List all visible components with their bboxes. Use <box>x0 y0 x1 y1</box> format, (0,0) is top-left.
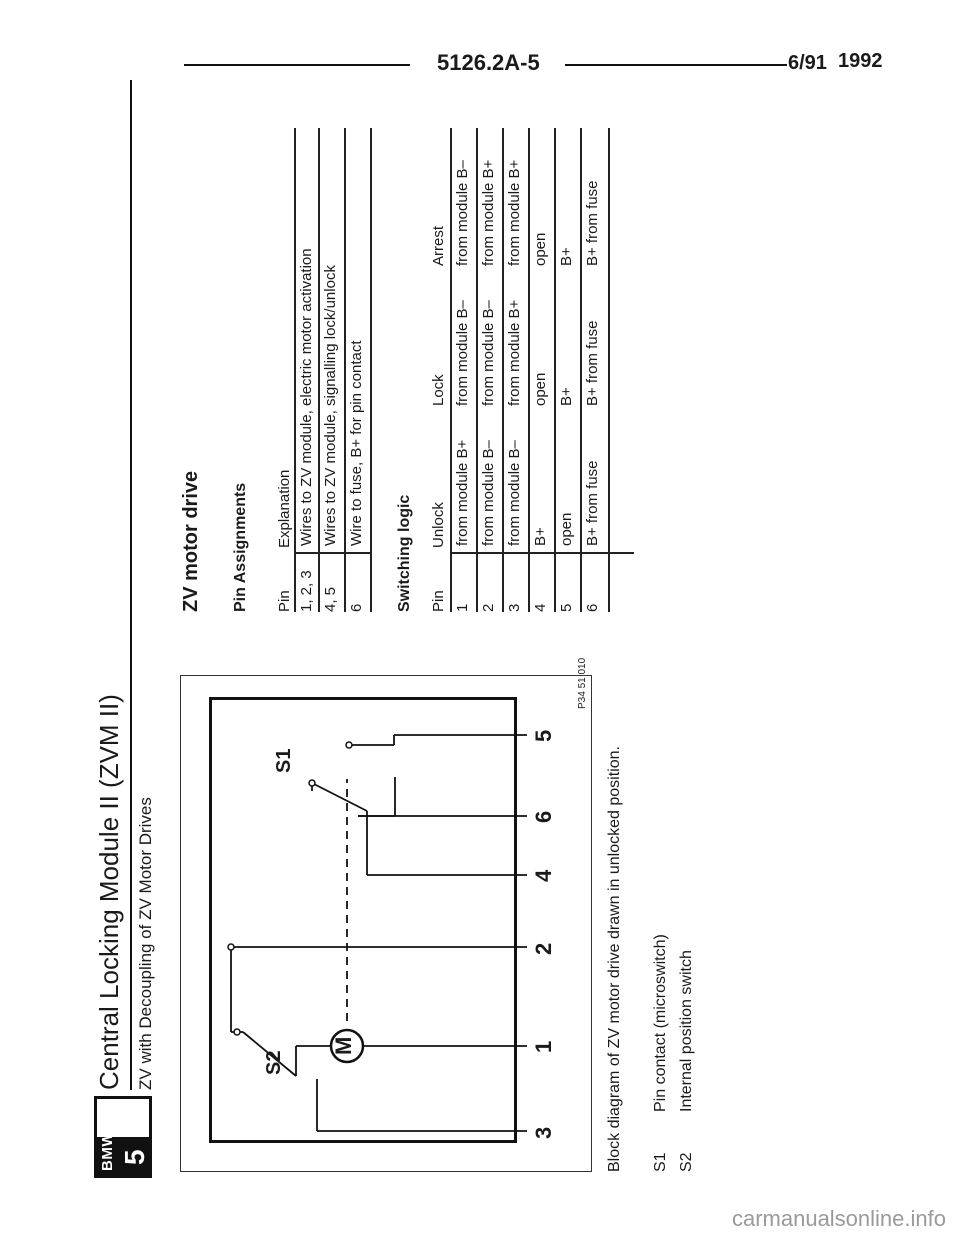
sl-row-3-unlock: from module B– <box>506 440 523 546</box>
pin-label-6: 6 <box>531 810 556 823</box>
section-title: ZV motor drive <box>180 470 202 612</box>
sl-header-arrest: Arrest <box>430 225 447 266</box>
pin-label-1: 1 <box>531 1040 556 1053</box>
sl-row-4-pin: 4 <box>532 603 549 612</box>
block-diagram <box>180 657 592 1172</box>
title-rule <box>130 80 132 1090</box>
pa-row-3-pin: 6 <box>348 603 365 612</box>
motor-label: M <box>331 1036 356 1055</box>
sl-row-3-lock: from module B+ <box>506 299 523 406</box>
sl-row-1-pin: 1 <box>454 603 471 612</box>
sl-row-1-arrest: from module B– <box>454 160 471 266</box>
sl-row-5-pin: 5 <box>558 603 575 612</box>
sl-row-2-arrest: from module B+ <box>480 159 497 266</box>
sl-row-2-unlock: from module B– <box>480 440 497 546</box>
figure-caption: Block diagram of ZV motor drive drawn in unlocked position. <box>606 746 623 1172</box>
switch-s1-label: S1 <box>273 748 295 773</box>
diagram-wiring <box>181 676 591 1171</box>
sl-row-6-lock: B+ from fuse <box>584 320 601 406</box>
sl-header-unlock: Unlock <box>430 502 447 548</box>
sl-row-4-arrest: open <box>532 232 549 266</box>
switching-logic-title: Switching logic <box>396 494 413 612</box>
sl-row-2-lock: from module B– <box>480 300 497 406</box>
sl-header-pin: Pin <box>430 590 447 612</box>
page-title: Central Locking Module II (ZVM II) <box>94 694 124 1090</box>
pa-row-3-text: Wire to fuse, B+ for pin contact <box>348 340 365 546</box>
legend-s1-code: S1 <box>652 1152 669 1172</box>
sl-row-4-unlock: B+ <box>532 527 549 546</box>
switch-s2-label: S2 <box>263 1050 285 1075</box>
sl-row-6-pin: 6 <box>584 603 601 612</box>
sl-row-2-pin: 2 <box>480 603 497 612</box>
sl-row-5-arrest: B+ <box>558 247 575 266</box>
header-doc-number: 5126.2A-5 <box>437 50 540 75</box>
pa-row-2-pin: 4, 5 <box>322 586 339 612</box>
pin-label-4: 4 <box>531 869 556 882</box>
sl-row-5-lock: B+ <box>558 387 575 406</box>
pa-header-pin: Pin <box>276 590 293 612</box>
pin-label-3: 3 <box>531 1126 556 1139</box>
sl-row-3-pin: 3 <box>506 603 523 612</box>
figure-code: P34 51 010 <box>577 657 588 709</box>
legend-s2-code: S2 <box>678 1152 695 1172</box>
sl-row-5-unlock: open <box>558 512 575 546</box>
pa-header-explanation: Explanation <box>276 469 293 548</box>
legend-s2-text: Internal position switch <box>678 950 695 1112</box>
pa-row-1-pin: 1, 2, 3 <box>298 570 315 612</box>
pin-assignments-title: Pin Assignments <box>232 482 249 612</box>
sl-row-4-lock: open <box>532 372 549 406</box>
sl-row-6-unlock: B+ from fuse <box>584 460 601 546</box>
sl-header-lock: Lock <box>430 374 447 406</box>
pa-row-2-text: Wires to ZV module, signalling lock/unlock <box>322 265 339 546</box>
sl-row-1-lock: from module B– <box>454 300 471 406</box>
pin-label-5: 5 <box>531 729 556 742</box>
page-subtitle: ZV with Decoupling of ZV Motor Drives <box>136 797 155 1090</box>
header-date: 6/91 <box>788 52 827 74</box>
pin-label-2: 2 <box>531 942 556 955</box>
sl-row-6-arrest: B+ from fuse <box>584 180 601 266</box>
bmw-logo: BMW 5 <box>94 1096 152 1178</box>
watermark: carmanualsonline.info <box>731 1206 946 1231</box>
pa-row-1-text: Wires to ZV module, electric motor activation <box>298 248 315 546</box>
header-year: 1992 <box>838 50 883 72</box>
sl-row-3-arrest: from module B+ <box>506 159 523 266</box>
legend-s1-text: Pin contact (microswitch) <box>652 934 669 1112</box>
sl-row-1-unlock: from module B+ <box>454 439 471 546</box>
